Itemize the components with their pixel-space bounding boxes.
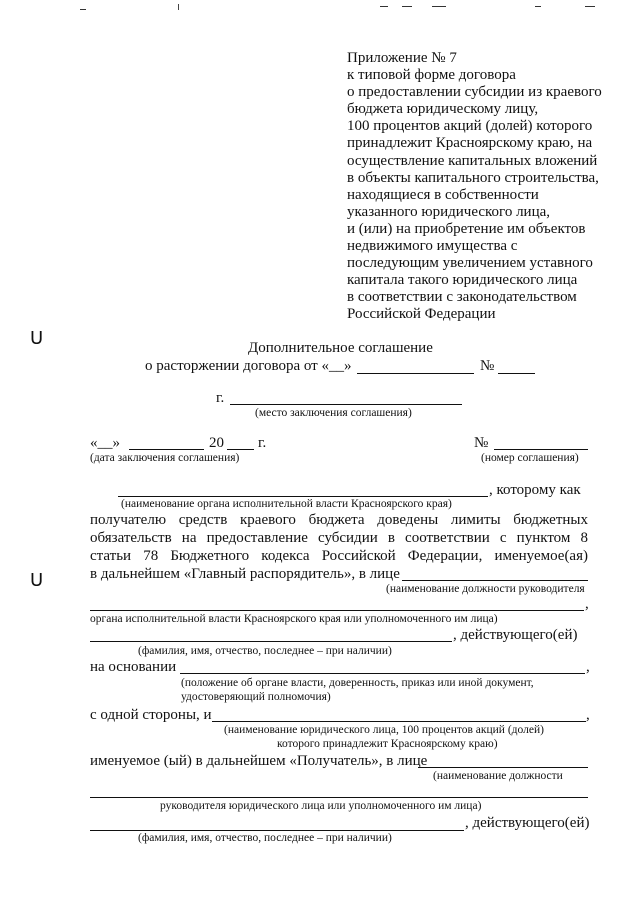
- head-position-caption: (наименование должности руководителя: [386, 583, 585, 595]
- contract-number-field[interactable]: [498, 373, 535, 374]
- acting-text: , действующего(ей): [465, 815, 590, 831]
- date-day: «__»: [90, 435, 120, 451]
- basis-caption: (положение об органе власти, доверенность, приказ или иной документ,: [181, 677, 534, 689]
- document-subtitle: о расторжении договора от «__»: [145, 358, 352, 374]
- fio-caption: (фамилия, имя, отчество, последнее – при наличии): [138, 645, 392, 657]
- document-title: Дополнительное соглашение: [248, 340, 433, 356]
- basis-field[interactable]: [180, 673, 585, 674]
- fio-field[interactable]: [90, 641, 452, 642]
- place-field[interactable]: [230, 404, 462, 405]
- place-prefix: г.: [216, 390, 225, 406]
- scan-artifact: [178, 4, 179, 10]
- date-caption: (дата заключения соглашения): [90, 452, 240, 464]
- annex-line: недвижимого имущества с: [347, 238, 518, 255]
- annex-line: принадлежит Красноярскому краю, на: [347, 135, 593, 152]
- date-year-suffix: г.: [258, 435, 267, 451]
- scan-artifact: [585, 6, 595, 7]
- comma: ,: [585, 596, 589, 612]
- annex-line: в объекты капитального строительства,: [347, 169, 599, 186]
- paragraph-line: статьи 78 Бюджетного кодекса Российской Федерации, именуемое(ая): [90, 548, 588, 564]
- annex-line: находящиеся в собственности: [347, 186, 539, 203]
- legal-entity-caption: которого принадлежит Красноярскому краю): [277, 738, 498, 750]
- annex-line: о предоставлении субсидии из краевого: [347, 84, 602, 101]
- head-position-field-cont[interactable]: [90, 610, 584, 611]
- scan-artifact: [80, 9, 86, 10]
- fio-caption-2: (фамилия, имя, отчество, последнее – при наличии): [138, 832, 392, 844]
- date-year-field[interactable]: [227, 449, 254, 450]
- executive-body-field[interactable]: [118, 496, 488, 497]
- executive-body-caption: (наименование органа исполнительной власти Красноярского края): [121, 498, 452, 510]
- recipient-position-caption: (наименование должности: [433, 770, 563, 782]
- comma: ,: [586, 659, 590, 675]
- annex-line: 100 процентов акций (долей) которого: [347, 118, 593, 135]
- acting-text: , действующего(ей): [453, 627, 578, 643]
- scan-artifact: [402, 6, 412, 7]
- paragraph-line: получателю средств краевого бюджета доведены лимиты бюджетных: [90, 512, 588, 528]
- agreement-number-caption: (номер соглашения): [481, 452, 579, 464]
- recipient-position-caption-cont: руководителя юридического лица или уполномоченного им лица): [160, 800, 482, 812]
- fio-field-2[interactable]: [90, 830, 464, 831]
- annex-line: указанного юридического лица,: [347, 203, 551, 220]
- to-whom-text: , которому как: [489, 482, 581, 498]
- annex-line: в соответствии с законодательством: [347, 289, 577, 306]
- recipient-position-field[interactable]: [418, 767, 588, 768]
- paragraph-line: в дальнейшем «Главный распорядитель», в лице: [90, 566, 400, 582]
- annex-line: Приложение № 7: [347, 50, 457, 66]
- scan-artifact: [380, 6, 388, 7]
- annex-line: капитала такого юридического лица: [347, 272, 578, 289]
- recipient-position-field-cont[interactable]: [90, 797, 588, 798]
- agreement-number-field[interactable]: [494, 449, 588, 450]
- legal-entity-caption: (наименование юридического лица, 100 процентов акций (долей): [224, 724, 544, 736]
- comma: ,: [586, 707, 590, 723]
- annex-line: Российской Федерации: [347, 306, 496, 323]
- basis-caption: удостоверяющий полномочия): [181, 691, 331, 703]
- annex-block: [347, 50, 602, 324]
- annex-line: последующим увеличением уставного: [347, 255, 593, 272]
- head-position-field[interactable]: [402, 580, 588, 581]
- contract-number-sign: №: [480, 358, 495, 374]
- recipient-prefix: именуемое (ый) в дальнейшем «Получатель», в лице: [90, 753, 428, 769]
- head-position-caption-cont: органа исполнительной власти Красноярского края или уполномоченного им лица): [90, 613, 498, 625]
- annex-line: и (или) на приобретение им объектов: [347, 220, 586, 237]
- place-caption: (место заключения соглашения): [255, 407, 412, 419]
- margin-mark: ᑌ: [30, 328, 44, 348]
- annex-line: к типовой форме договора: [347, 67, 516, 84]
- contract-date-field[interactable]: [357, 373, 474, 374]
- one-side-prefix: с одной стороны, и: [90, 707, 212, 723]
- agreement-number-sign: №: [474, 435, 489, 451]
- date-year-prefix: 20: [209, 435, 224, 451]
- basis-prefix: на основании: [90, 659, 177, 675]
- annex-line: бюджета юридическому лицу,: [347, 101, 539, 118]
- scan-artifact: [535, 6, 541, 7]
- annex-line: осуществление капитальных вложений: [347, 152, 598, 169]
- margin-mark: ᑌ: [30, 570, 44, 590]
- scan-artifact: [432, 6, 446, 7]
- legal-entity-field[interactable]: [212, 721, 586, 722]
- paragraph-line: обязательств на предоставление субсидии в соответствии с пунктом 8: [90, 530, 588, 546]
- date-month-field[interactable]: [129, 449, 204, 450]
